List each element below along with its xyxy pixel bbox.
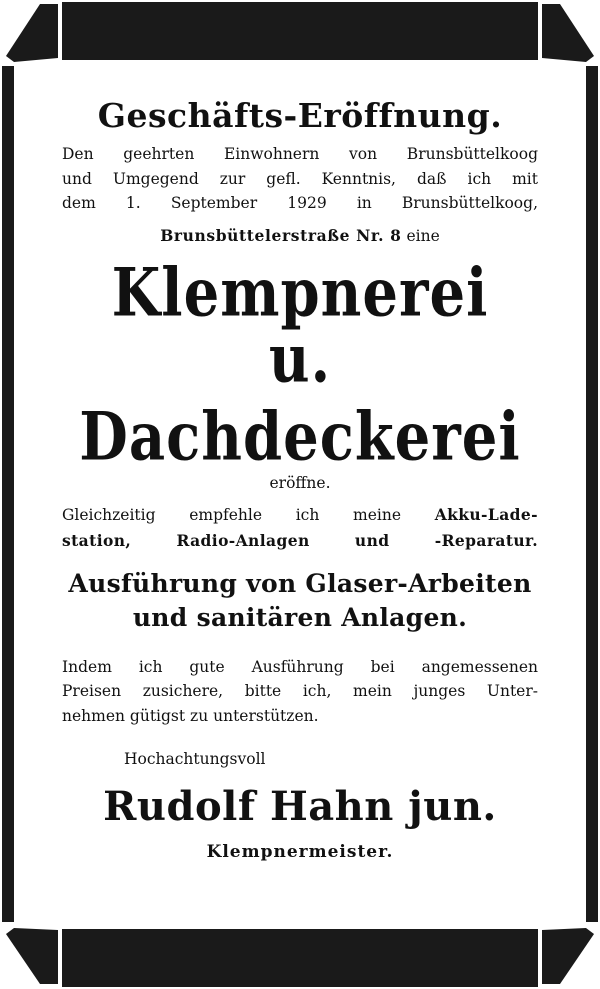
closing-line-last: nehmen gütigst zu unterstützen.	[62, 706, 319, 725]
intro-line: dem 1. September 1929 in Brunsbüttelkoog,	[62, 194, 538, 212]
sanitary-line: und sanitären Anlagen.	[132, 602, 468, 632]
frame-corner-top-right	[542, 4, 594, 62]
closing-line: Indem ich gute Ausführung bei angemessenen	[62, 657, 538, 676]
advertisement-body	[62, 96, 538, 864]
additional-services	[62, 502, 538, 553]
closing-paragraph	[62, 655, 538, 729]
frame-left-bar	[2, 66, 14, 922]
glazing-sanitary-section	[62, 567, 538, 635]
address-suffix: eine	[406, 226, 440, 245]
frame-bottom-bar	[62, 929, 538, 987]
regards: Hochachtungsvoll	[124, 750, 266, 768]
ad-heading: Geschäfts-Eröffnung.	[97, 96, 503, 135]
address-line	[62, 222, 538, 250]
frame-right-bar	[586, 66, 598, 922]
glazing-line: Ausführung von Glaser-Arbeiten	[68, 568, 532, 598]
trade-title-roofing: u. Dachdeckerei	[79, 319, 521, 476]
intro-line: Den geehrten Einwohnern von Brunsbüttelkoog	[62, 145, 538, 163]
frame-top-bar	[62, 2, 538, 60]
opening-word: eröffne.	[269, 473, 331, 492]
services-prefix: Gleichzeitig empfehle ich meine	[62, 505, 401, 524]
intro-paragraph	[62, 142, 538, 216]
frame-corner-bottom-right	[542, 928, 594, 984]
trade-title-plumbing: Klempnerei	[111, 253, 489, 332]
frame-corner-top-left	[6, 4, 58, 62]
services-line-1	[62, 502, 538, 528]
signatory-title: Klempnermeister.	[206, 842, 394, 862]
intro-line: und Umgegend zur gefl. Kenntnis, daß ich mit	[62, 169, 538, 188]
signatory-name: Rudolf Hahn jun.	[103, 783, 497, 830]
street-address: Brunsbüttelerstraße Nr. 8	[160, 225, 402, 245]
services-line-2: station, Radio-Anlagen und -Reparatur.	[62, 530, 538, 550]
services-battery-station: Akku-Lade-	[434, 504, 538, 524]
frame-corner-bottom-left	[6, 928, 58, 984]
closing-line: Preisen zusichere, bitte ich, mein junges Unter-	[62, 682, 538, 700]
